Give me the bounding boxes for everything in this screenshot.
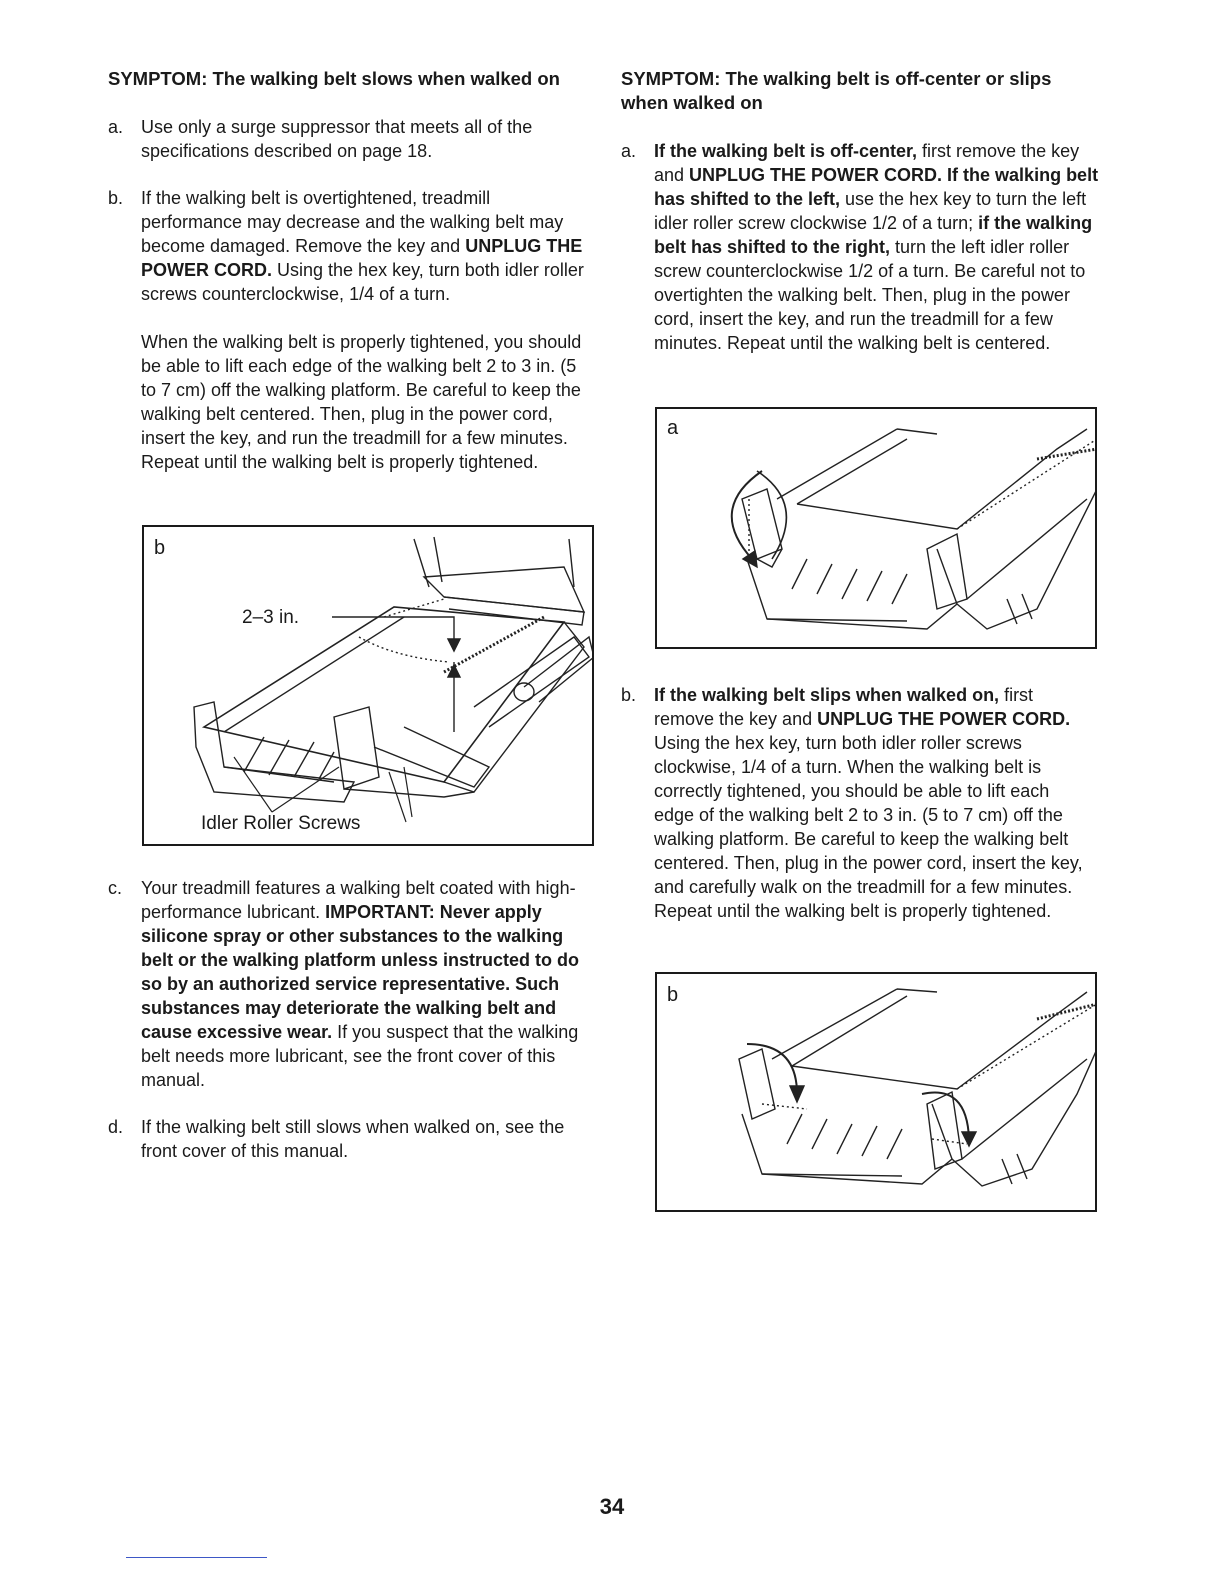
warning-unplug: UNPLUG THE POWER CORD.	[817, 709, 1071, 729]
text-run: use the hex key to turn the left idler roller screw clockwise 1/2 of a turn;	[654, 189, 1087, 233]
warning-unplug: UNPLUG THE POWER CORD.	[141, 236, 583, 280]
step-d-still-slows	[108, 1115, 598, 1163]
condition-slips: If the walking belt slips when walked on,	[654, 685, 1000, 705]
step-letter: a.	[108, 117, 124, 137]
step-letter: a.	[621, 141, 637, 161]
text-run: Your treadmill features a walking belt coated with high-performance lubricant.	[141, 878, 576, 922]
text-run: first remove the key and	[654, 685, 1034, 729]
symptom-heading-off-center: SYMPTOM: The walking belt is off-center or slips when walked on	[621, 68, 1052, 113]
text-run: turn the left idler roller screw counterclockwise 1/2 of a turn. Be careful not to overtighten the walking belt. Then, plug in the power cord, insert the key, and run the treadmill for a few minutes. Repeat until the walking belt is centered.	[654, 237, 1086, 353]
figure-letter: a	[667, 417, 679, 439]
figure-letter: b	[667, 984, 679, 1006]
step-b-overtightened	[108, 186, 598, 474]
figure-b-slips	[655, 972, 1097, 1212]
text-run: Using the hex key, turn both idler roller screws counterclockwise, 1/4 of a turn.	[141, 260, 584, 304]
step-letter: b.	[108, 188, 124, 208]
treadmill-rear-illustration	[657, 974, 1097, 1212]
step-text: If the walking belt still slows when walked on, see the front cover of this manual.	[141, 1117, 565, 1161]
step-text	[141, 186, 586, 306]
step-text: Use only a surge suppressor that meets all of the specifications described on page 18.	[141, 117, 533, 161]
treadmill-illustration	[144, 527, 594, 846]
figure-a-off-center	[655, 407, 1097, 649]
figure-b-idler-roller-screws	[142, 525, 594, 846]
condition-off-center: If the walking belt is off-center,	[654, 141, 918, 161]
measurement-label: 2–3 in.	[242, 607, 300, 628]
step-letter: c.	[108, 878, 123, 898]
step-text-tightening: When the walking belt is properly tightened, you should be able to lift each edge of the walking belt 2 to 3 in. (5 to 7 cm) off the walking platform. Be careful to keep the walking belt centered. Then, plug in the power cord, insert the key, and run the treadmill for a few minutes. Repeat until the walking belt is properly tightened.	[141, 332, 582, 472]
symptom-heading-belt-slows: SYMPTOM: The walking belt slows when walked on	[108, 68, 560, 89]
condition-shifted-right: if the walking belt has shifted to the right,	[654, 213, 1093, 257]
important-warning: IMPORTANT: Never apply silicone spray or other substances to the walking belt or the walking platform unless instructed to do so by an authorized service representative. Such substances may deteriorate the walking belt and cause excessive wear.	[141, 902, 580, 1042]
page-number: 34	[599, 1494, 625, 1519]
step-b-slips	[621, 683, 1101, 923]
step-c-lubricant	[108, 876, 598, 1092]
treadmill-rear-illustration	[657, 409, 1097, 649]
step-a-surge-suppressor	[108, 115, 598, 163]
screws-label: Idler Roller Screws	[201, 813, 361, 834]
bottom-divider	[126, 1557, 267, 1558]
step-text	[654, 683, 1094, 923]
text-run: Using the hex key, turn both idler roller screws clockwise, 1/4 of a turn. When the walking belt is correctly tightened, you should be able to lift each edge of the walking belt 2 to 3 in. (5 to 7 cm) off the walking platform. Be careful to keep the walking belt centered. Then, plug in the power cord, insert the key, and carefully walk on the treadmill for a few minutes. Repeat until the walking belt is properly tightened.	[654, 733, 1083, 921]
step-text	[141, 876, 586, 1092]
step-letter: d.	[108, 1117, 124, 1137]
text-run: If you suspect that the walking belt needs more lubricant, see the front cover of this manual.	[141, 1022, 579, 1090]
warning-unplug: UNPLUG THE POWER CORD. If the walking belt has shifted to the left,	[654, 165, 1099, 209]
step-a-off-center	[621, 139, 1101, 355]
text-run: first remove the key and	[654, 141, 1080, 185]
step-letter: b.	[621, 685, 637, 705]
step-text	[654, 139, 1101, 355]
text-run: If the walking belt is overtightened, treadmill performance may decrease and the walking belt may become damaged. Remove the key and	[141, 188, 564, 256]
figure-letter: b	[154, 537, 166, 559]
